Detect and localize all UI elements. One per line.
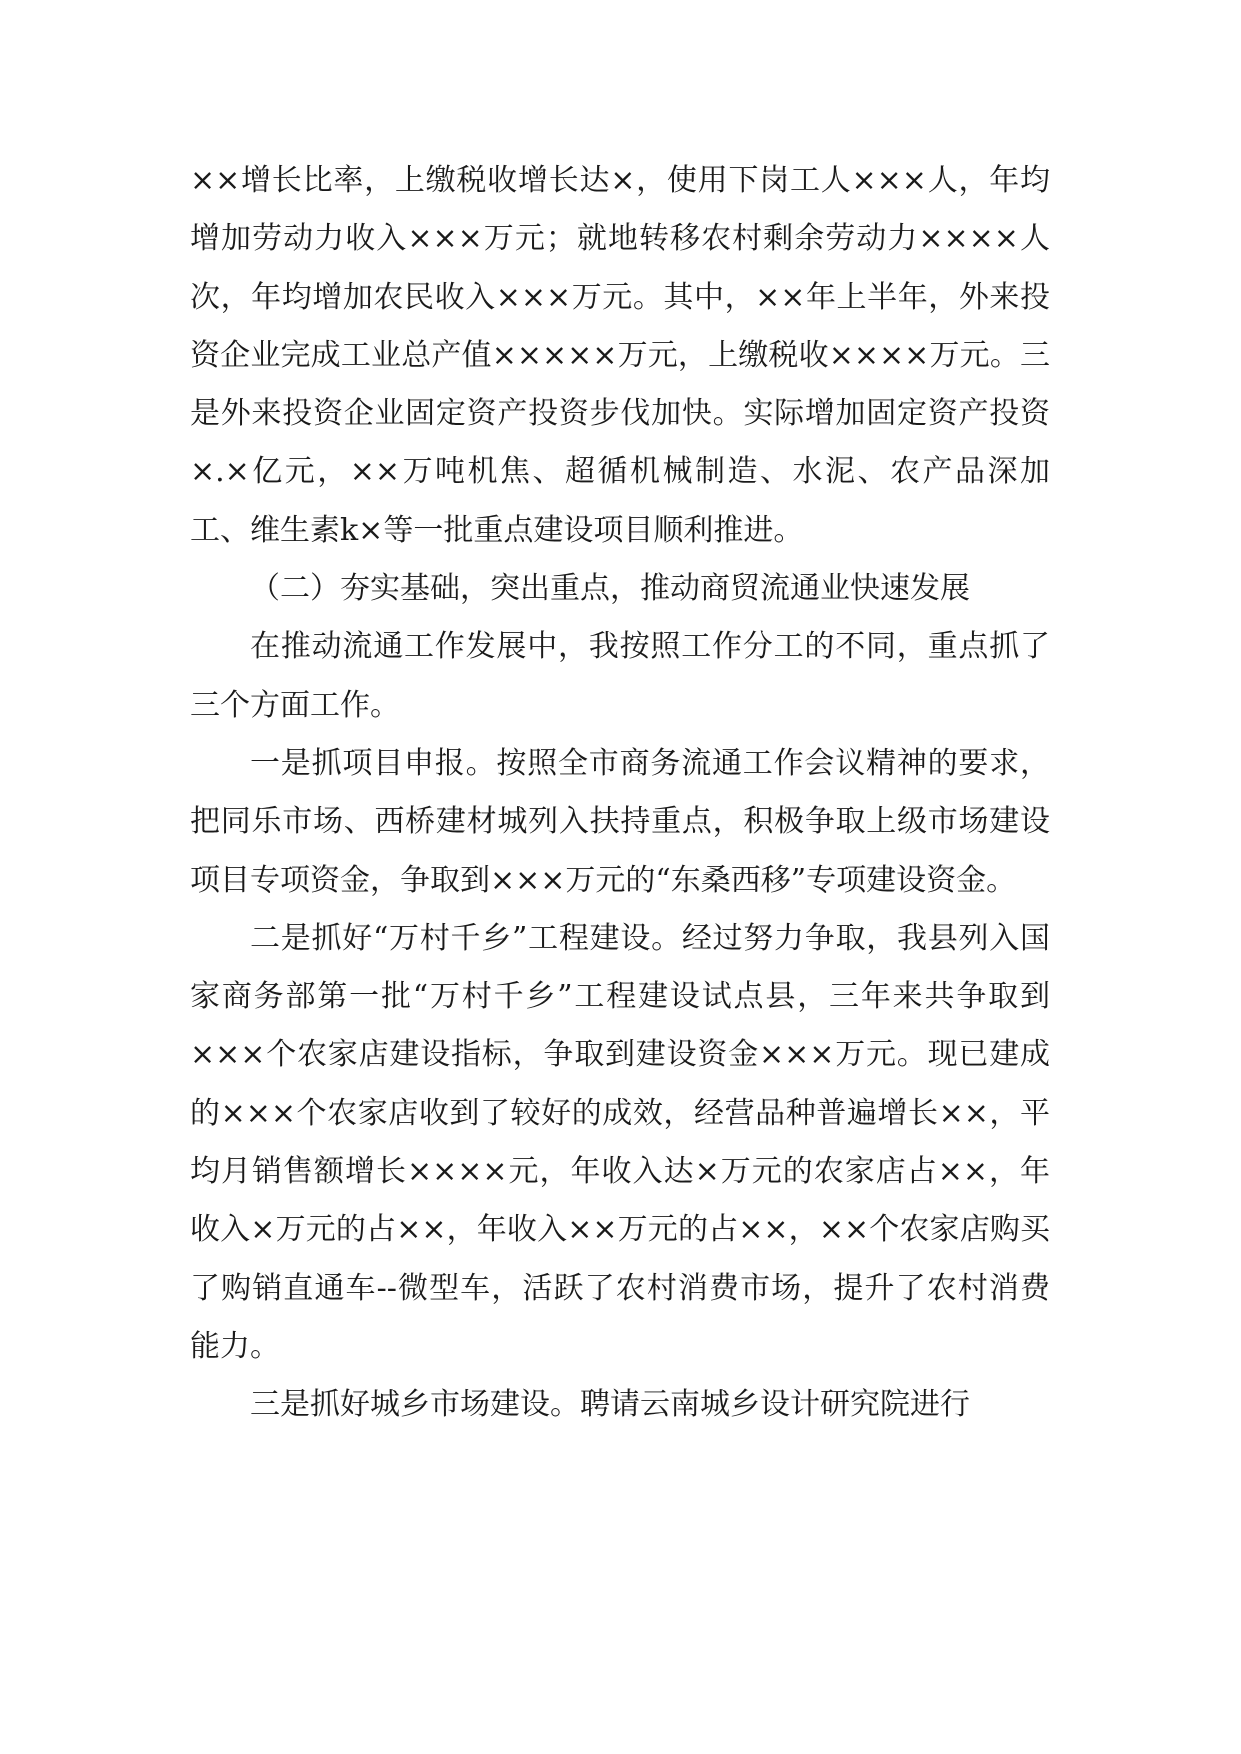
paragraph-investment-results: ××增长比率，上缴税收增长达×，使用下岗工人×××人，年均增加劳动力收入×××万元；就地转移农村剩余劳动力××××人次，年均增加农民收入×××万元。其中，××年上半年，外来投资企业完成工业总产值×××××万元，上缴税收××××万元。三是外来投资企业固定资产投资步伐加快。实际增加固定资产投资×.×亿元，××万吨机焦、超循机械制造、水泥、农产品深加工、维生素k×等一批重点建设项目顺利推进。	[190, 163, 1050, 548]
paragraph-project-application: 一是抓项目申报。按照全市商务流通工作会议精神的要求，把同乐市场、西桥建材城列入扶持重点，积极争取上级市场建设项目专项资金，争取到×××万元的“东桑西移”专项建设资金。	[190, 745, 1050, 898]
paragraph-intro-three-aspects: 在推动流通工作发展中，我按照工作分工的不同，重点抓了三个方面工作。	[190, 629, 1050, 723]
paragraph-market-construction: 三是抓好城乡市场建设。聘请云南城乡设计研究院进行	[250, 1387, 970, 1423]
document-page	[190, 152, 1050, 1435]
section-heading-commerce: （二）夯实基础，突出重点，推动商贸流通业快速发展	[250, 571, 970, 607]
paragraph-village-project: 二是抓好“万村千乡”工程建设。经过努力争取，我县列入国家商务部第一批“万村千乡”工程建设试点县，三年来共争取到×××个农家店建设指标，争取到建设资金×××万元。现已建成的×××个农家店收到了较好的成效，经营品种普遍增长××，平均月销售额增长××××元，年收入达×万元的农家店占××，年收入×万元的占××，年收入××万元的占××，××个农家店购买了购销直通车--微型车，活跃了农村消费市场，提升了农村消费能力。	[190, 920, 1050, 1364]
